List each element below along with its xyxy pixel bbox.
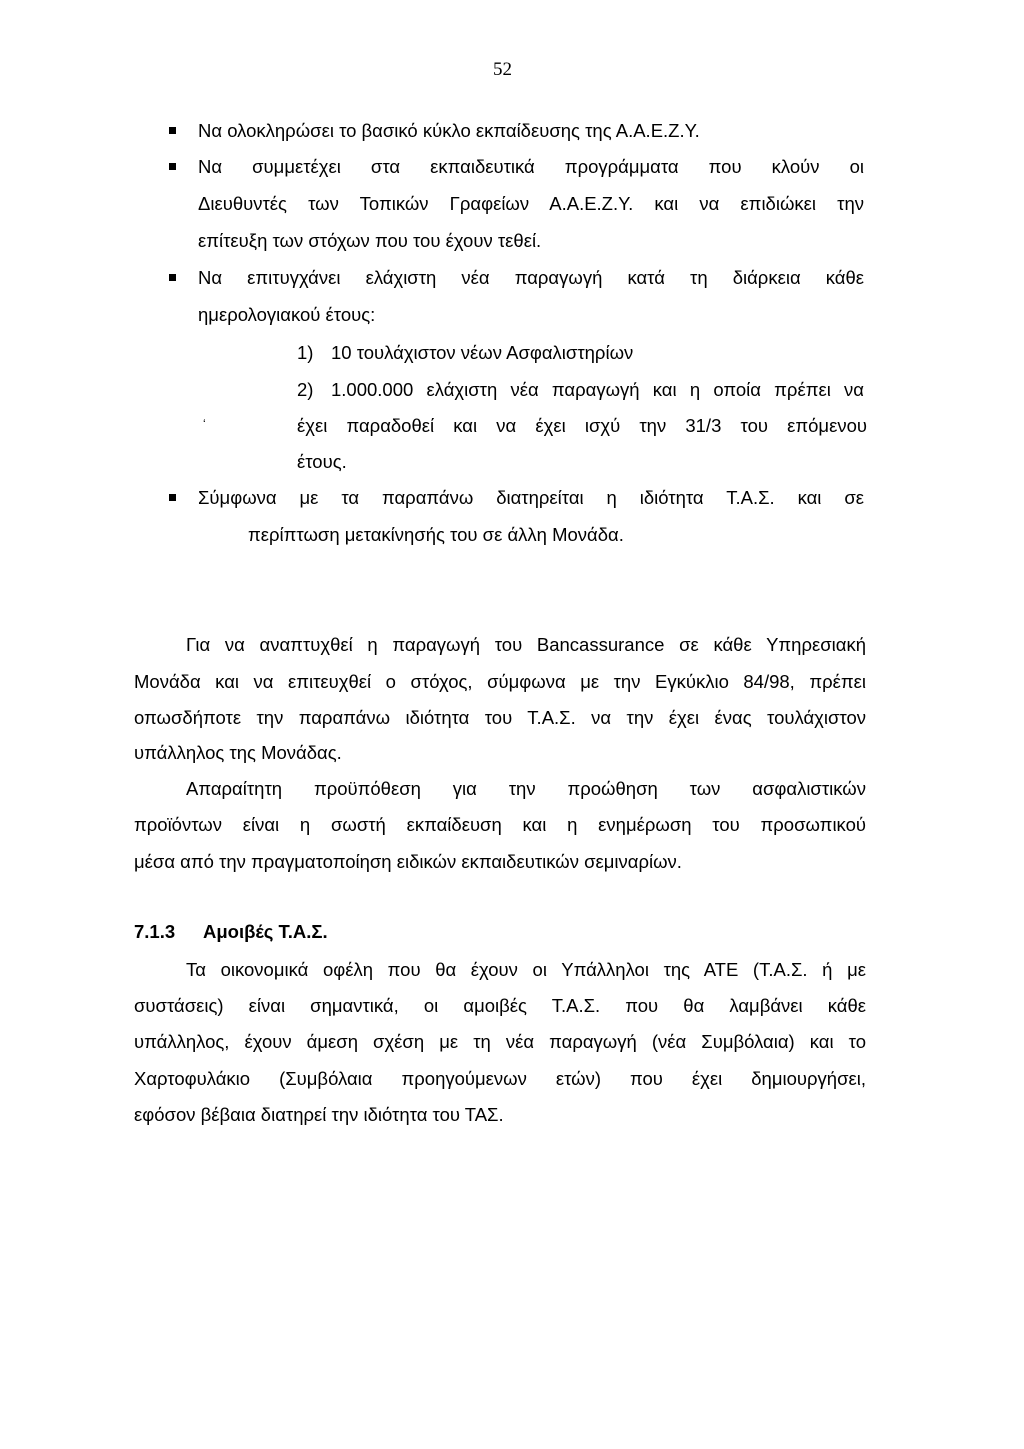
paragraph-line: Χαρτοφυλάκιο (Συμβόλαια προηγούμενων ετών) που έχει δημιουργήσει, xyxy=(134,1068,866,1089)
paragraph-line: υπάλληλος της Μονάδας. xyxy=(134,742,342,763)
paragraph-line: εφόσον βέβαια διατηρεί την ιδιότητα του ΤΑΣ. xyxy=(134,1104,504,1125)
paragraph-line: υπάλληλος, έχουν άμεση σχέση με τη νέα παραγωγή (νέα Συμβόλαια) και το xyxy=(134,1031,866,1052)
section-number: 7.1.3 xyxy=(134,921,176,942)
bullet-text: Να συμμετέχει στα εκπαιδευτικά προγράμματα που κλούν οι xyxy=(198,156,864,177)
bullet-text: Να ολοκληρώσει το βασικό κύκλο εκπαίδευσης της Α.Α.Ε.Ζ.Υ. xyxy=(198,120,700,141)
bullet-text: ημερολογιακού έτους: xyxy=(198,304,376,325)
paragraph-line: Μονάδα και να επιτευχθεί ο στόχος, σύμφωνα με την Εγκύκλιο 84/98, πρέπει xyxy=(134,671,866,692)
paragraph-line: Απαραίτητη προϋπόθεση για την προώθηση των ασφαλιστικών xyxy=(186,778,866,799)
numbered-item-text: 1.000.000 ελάχιστη νέα παραγωγή και η οποία πρέπει να xyxy=(331,379,864,400)
bullet-marker xyxy=(169,127,176,134)
bullet-marker xyxy=(169,163,176,170)
paragraph-line: μέσα από την πραγματοποίηση ειδικών εκπαιδευτικών σεμιναρίων. xyxy=(134,851,682,872)
bullet-marker xyxy=(169,494,176,501)
paragraph-line: συστάσεις) είναι σημαντικά, οι αμοιβές Τ.Α.Σ. που θα λαμβάνει κάθε xyxy=(134,995,866,1016)
page-number: 52 xyxy=(493,59,512,80)
stray-mark: ʻ xyxy=(203,417,206,431)
paragraph-line: οπωσδήποτε την παραπάνω ιδιότητα του Τ.Α.Σ. να την έχει ένας τουλάχιστον xyxy=(134,707,866,728)
bullet-text: Να επιτυγχάνει ελάχιστη νέα παραγωγή κατά τη διάρκεια κάθε xyxy=(198,267,864,288)
paragraph-line: Τα οικονομικά οφέλη που θα έχουν οι Υπάλληλοι της ΑΤΕ (Τ.Α.Σ. ή με xyxy=(186,959,866,980)
paragraph-line: προϊόντων είναι η σωστή εκπαίδευση και η ενημέρωση του προσωπικού xyxy=(134,814,866,835)
numbered-item-text: έχει παραδοθεί και να έχει ισχύ την 31/3 του επόμενου xyxy=(297,415,867,436)
list-number: 2) xyxy=(297,379,314,400)
section-title: Αμοιβές Τ.Α.Σ. xyxy=(203,921,328,942)
paragraph-line: Για να αναπτυχθεί η παραγωγή του Bancassurance σε κάθε Υπηρεσιακή xyxy=(186,634,866,655)
numbered-item-text: έτους. xyxy=(297,451,347,472)
list-number: 1) xyxy=(297,342,314,363)
bullet-marker xyxy=(169,274,176,281)
bullet-text: Σύμφωνα με τα παραπάνω διατηρείται η ιδιότητα Τ.Α.Σ. και σε xyxy=(198,487,864,508)
bullet-text: περίπτωση μετακίνησής του σε άλλη Μονάδα. xyxy=(248,524,624,545)
numbered-item-text: 10 τουλάχιστον νέων Ασφαλιστηρίων xyxy=(331,342,634,363)
bullet-text: Διευθυντές των Τοπικών Γραφείων Α.Α.Ε.Ζ.Υ. και να επιδιώκει την xyxy=(198,193,864,214)
bullet-text: επίτευξη των στόχων που του έχουν τεθεί. xyxy=(198,230,542,251)
